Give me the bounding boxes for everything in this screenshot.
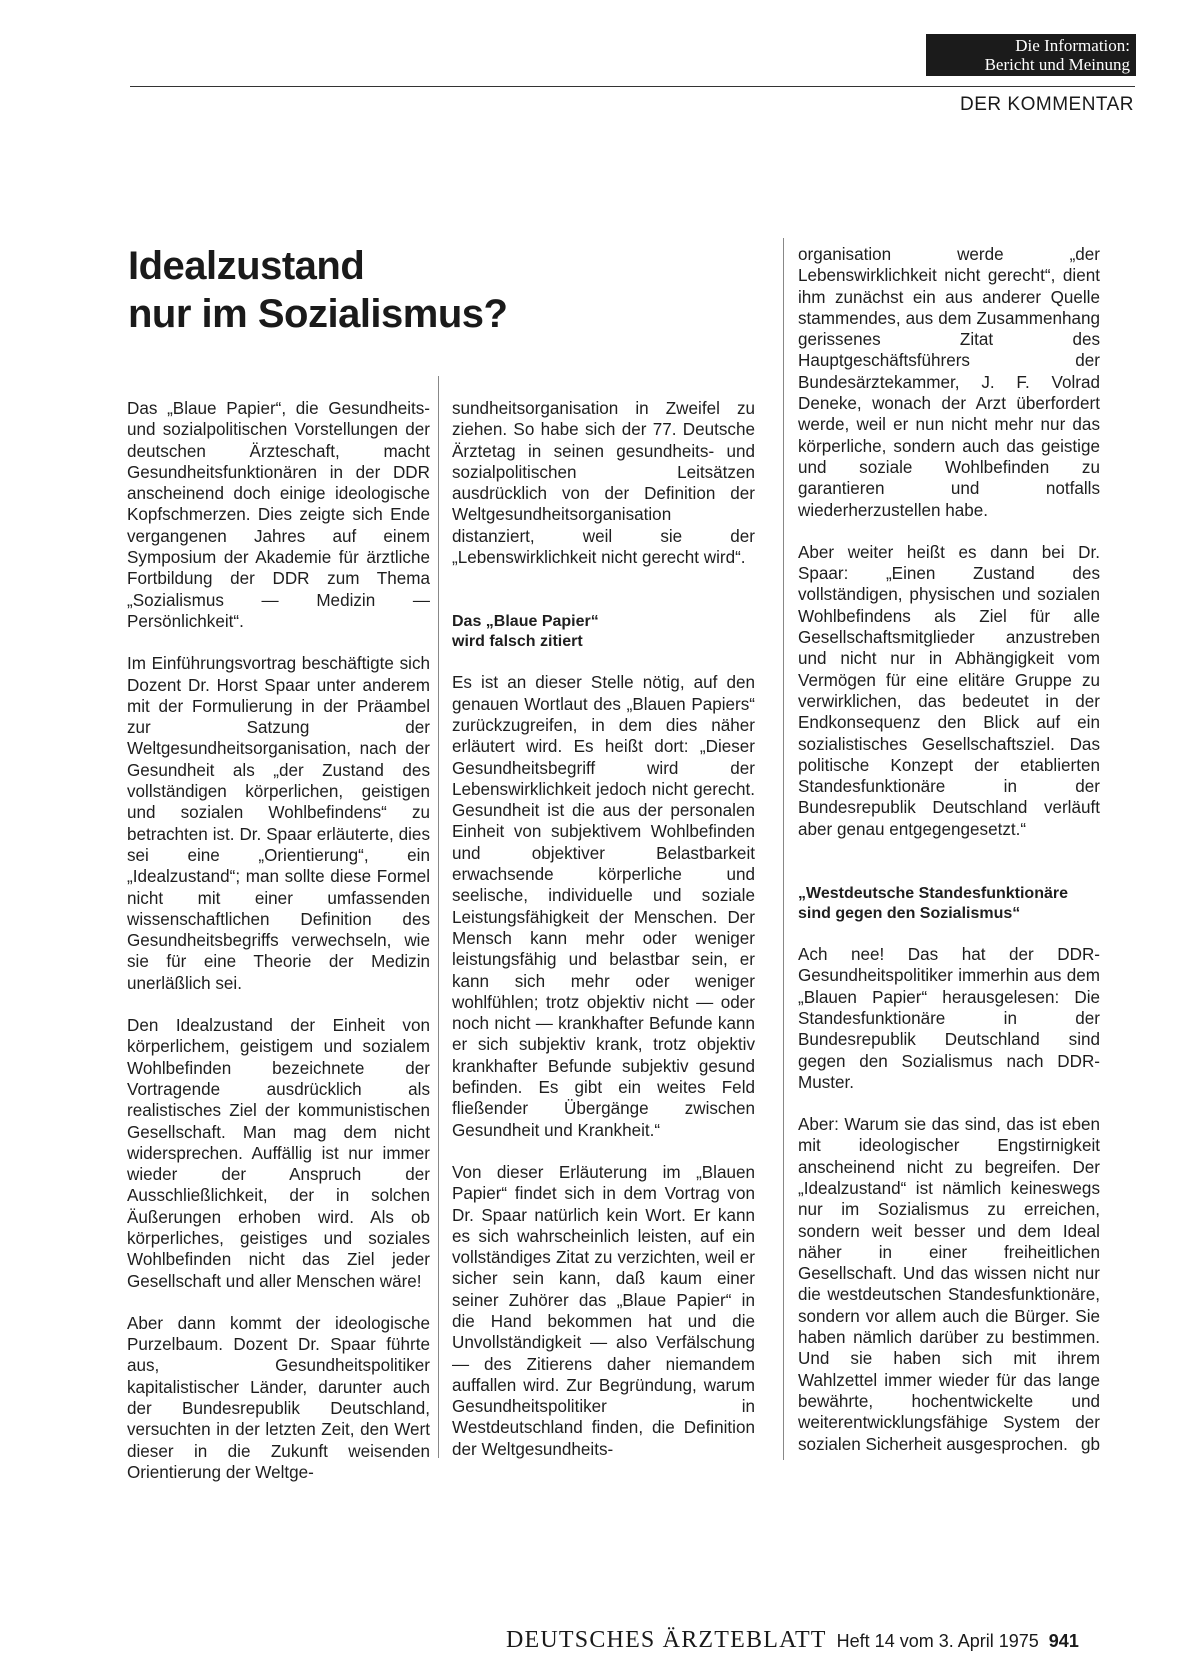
section-badge	[926, 34, 1136, 76]
article-title	[128, 242, 648, 338]
paragraph	[798, 1114, 1100, 1455]
header-rule	[130, 86, 1135, 87]
badge-line-2: Bericht und Meinung	[984, 55, 1130, 74]
masthead: DEUTSCHES ÄRZTEBLATT	[506, 1627, 827, 1653]
paragraph: Aber weiter heißt es dann bei Dr. Spaar: „Einen Zustand des vollständigen, physischen und sozialen Wohlbefindens als Ziel für alle Gesellschaftsmitglieder anzustreben und nicht nur in Abhängigkeit vom Vermögen für eine elitäre Gruppe zu verwirklichen, das bedeutet in der Endkonsequenz den Blick auf ein sozialistisches Gesellschaftsziel. Das politische Konzept der etablierten Standesfunktionäre in der Bundesrepublik Deutschland verläuft aber genau entgegengesetzt.“	[798, 542, 1100, 839]
column-1	[127, 398, 430, 1504]
section-label: DER KOMMENTAR	[960, 94, 1134, 115]
subheading-line-2: wird falsch zitiert	[452, 633, 583, 651]
subheading	[452, 612, 755, 652]
paragraph: sundheitsorganisation in Zweifel zu ziehen. So habe sich der 77. Deutsche Ärztetag in seinen gesundheits- und sozialpolitischen Leitsätzen ausdrücklich von der Definition der Weltgesundheitsorganisation distanziert, weil sie der „Lebenswirklichkeit nicht gerecht wird“.	[452, 399, 755, 568]
page-footer	[506, 1627, 1079, 1654]
paragraph: Von dieser Erläuterung im „Blauen Papier“ findet sich in dem Vortrag von Dr. Spaar natürlich kein Wort. Er kann es sich wahrscheinlich leisten, auf ein vollständiges Zitat zu verzichten, weil er sicher sein kann, daß kaum einer seiner Zuhörer das „Blaue Papier“ in die Hand bekommen hat und die Unvollständigkeit — also Verfälschung — des Zitierens daher niemandem auffallen wird. Zur Begründung, warum Gesundheitspolitiker in Westdeutschland finden, die Definition der Weltgesundheits-	[452, 1162, 755, 1459]
column-divider-2	[783, 238, 784, 1460]
column-3	[798, 244, 1100, 1455]
paragraph: organisation werde „der Lebenswirklichkeit nicht gerecht“, dient ihm zunächst ein aus anderer Quelle stammendes, aus dem Zusammenhang gerissenes Zitat des Hauptgeschäftsführers der Bundesärztekammer, J. F. Volrad Deneke, wonach der Arzt überfordert werde, weil er nun nicht mehr nur das körperliche, sondern auch das geistige und soziale Wohlbefinden zu garantieren und notfalls wiederherzustellen habe.	[798, 245, 1100, 520]
issue-info: Heft 14 vom 3. April 1975	[836, 1631, 1039, 1651]
paragraph-text: Aber: Warum sie das sind, das ist eben mit ideologischer Engstirnigkeit anscheinend nicht zu begreifen. Der „Idealzustand“ ist nämlich keineswegs nur im Sozialismus zu erreichen, sondern weit besser und dem Ideal näher in einer freiheitlichen Gesellschaft. Und das wissen nicht nur die westdeutschen Standesfunktionäre, sondern vor allem auch die Bürger. Sie haben nämlich darüber zu bestimmen. Und sie haben sich mit ihrem Wahlzettel immer wieder für das lange bewährte, hochentwickelte und weiterentwicklungsfähige System der sozialen Sicherheit ausgesprochen.	[798, 1115, 1100, 1454]
badge-line-1: Die Information:	[1015, 36, 1130, 55]
column-divider-1	[438, 376, 439, 1458]
paragraph: Es ist an dieser Stelle nötig, auf den genauen Wortlaut des „Blauen Papiers“ zurückzugreifen, in dem dies näher erläutert wird. Es heißt dort: „Dieser Gesundheitsbegriff wird der Lebenswirklichkeit jedoch nicht gerecht. Gesundheit ist die aus der personalen Einheit von subjektivem Wohlbefinden und objektiver Belastbarkeit erwachsende körperliche und seelische, individuelle und soziale Leistungsfähigkeit der Menschen. Der Mensch kann mehr oder weniger leistungsfähig und belastbar sein, er kann sich mehr oder weniger wohlfühlen; trotz objektiv nicht — oder noch nicht — krankhafter Befunde kann er sich subjektiv krank, trotz objektiv krankhafter Befunde subjektiv gesund befinden. Es gibt ein weites Feld fließender Übergänge zwischen Gesundheit und Krankheit.“	[452, 673, 755, 1140]
paragraph: Im Einführungsvortrag beschäftigte sich Dozent Dr. Horst Spaar unter anderem mit der Formulierung in der Präambel zur Satzung der Weltgesundheitsorganisation, nach der Gesundheit als „der Zustand des vollständigen körperlichen, geistigen und sozialen Wohlbefindens“ zu betrachten ist. Dr. Spaar erläuterte, dies sei eine „Orientierung“, ein „Idealzustand“; man sollte diese Formel nicht mit einer umfassenden wissenschaftlichen Definition des Gesundheitsbegriffs verwechseln, wie sie für eine Theorie der Medizin unerläßlich sei.	[127, 654, 430, 993]
subheading	[798, 884, 1100, 924]
paragraph: Den Idealzustand der Einheit von körperlichem, geistigem und sozialem Wohlbefinden bezeichnete der Vortragende ausdrücklich als realistisches Ziel der kommunistischen Gesellschaft. Man mag dem nicht widersprechen. Auffällig ist nur immer wieder der Anspruch der Ausschließlichkeit, der in solchen Äußerungen erhoben wird. Als ob körperliches, geistiges und soziales Wohlbefinden nicht das Ziel jeder Gesellschaft und aller Menschen wäre!	[127, 1016, 430, 1291]
title-line-1: Idealzustand	[128, 244, 365, 288]
title-line-2: nur im Sozialismus?	[128, 292, 508, 336]
subheading-line-1: Das „Blaue Papier“	[452, 613, 599, 631]
subheading-line-2: sind gegen den Sozialismus“	[798, 905, 1021, 923]
paragraph: Aber dann kommt der ideologische Purzelbaum. Dozent Dr. Spaar führte aus, Gesundheitspolitiker kapitalistischer Länder, darunter auch der Bundesrepublik Deutschland, versuchten in der letzten Zeit, den Wert dieser in die Zukunft weisenden Orientierung der Weltge-	[127, 1313, 430, 1482]
paragraph: Das „Blaue Papier“, die Gesundheits- und sozialpolitischen Vorstellungen der deutschen Ärzteschaft, macht Gesundheitsfunktionären in der DDR anscheinend doch einige ideologische Kopfschmerzen. Dies zeigte sich Ende vergangenen Jahres auf einem Symposium der Akademie für ärztliche Fortbildung der DDR zum Thema „Sozialismus — Medizin — Persönlichkeit“.	[127, 399, 430, 631]
paragraph: Ach nee! Das hat der DDR-Gesundheitspolitiker immerhin aus dem „Blauen Papier“ herausgelesen: Die Standesfunktionäre in der Bundesrepublik Deutschland sind gegen den Sozialismus nach DDR-Muster.	[798, 945, 1100, 1092]
column-2	[452, 398, 755, 1481]
author-signature: gb	[1080, 1434, 1100, 1454]
subheading-line-1: „Westdeutsche Standesfunktionäre	[798, 885, 1068, 903]
page-number: 941	[1048, 1631, 1079, 1651]
